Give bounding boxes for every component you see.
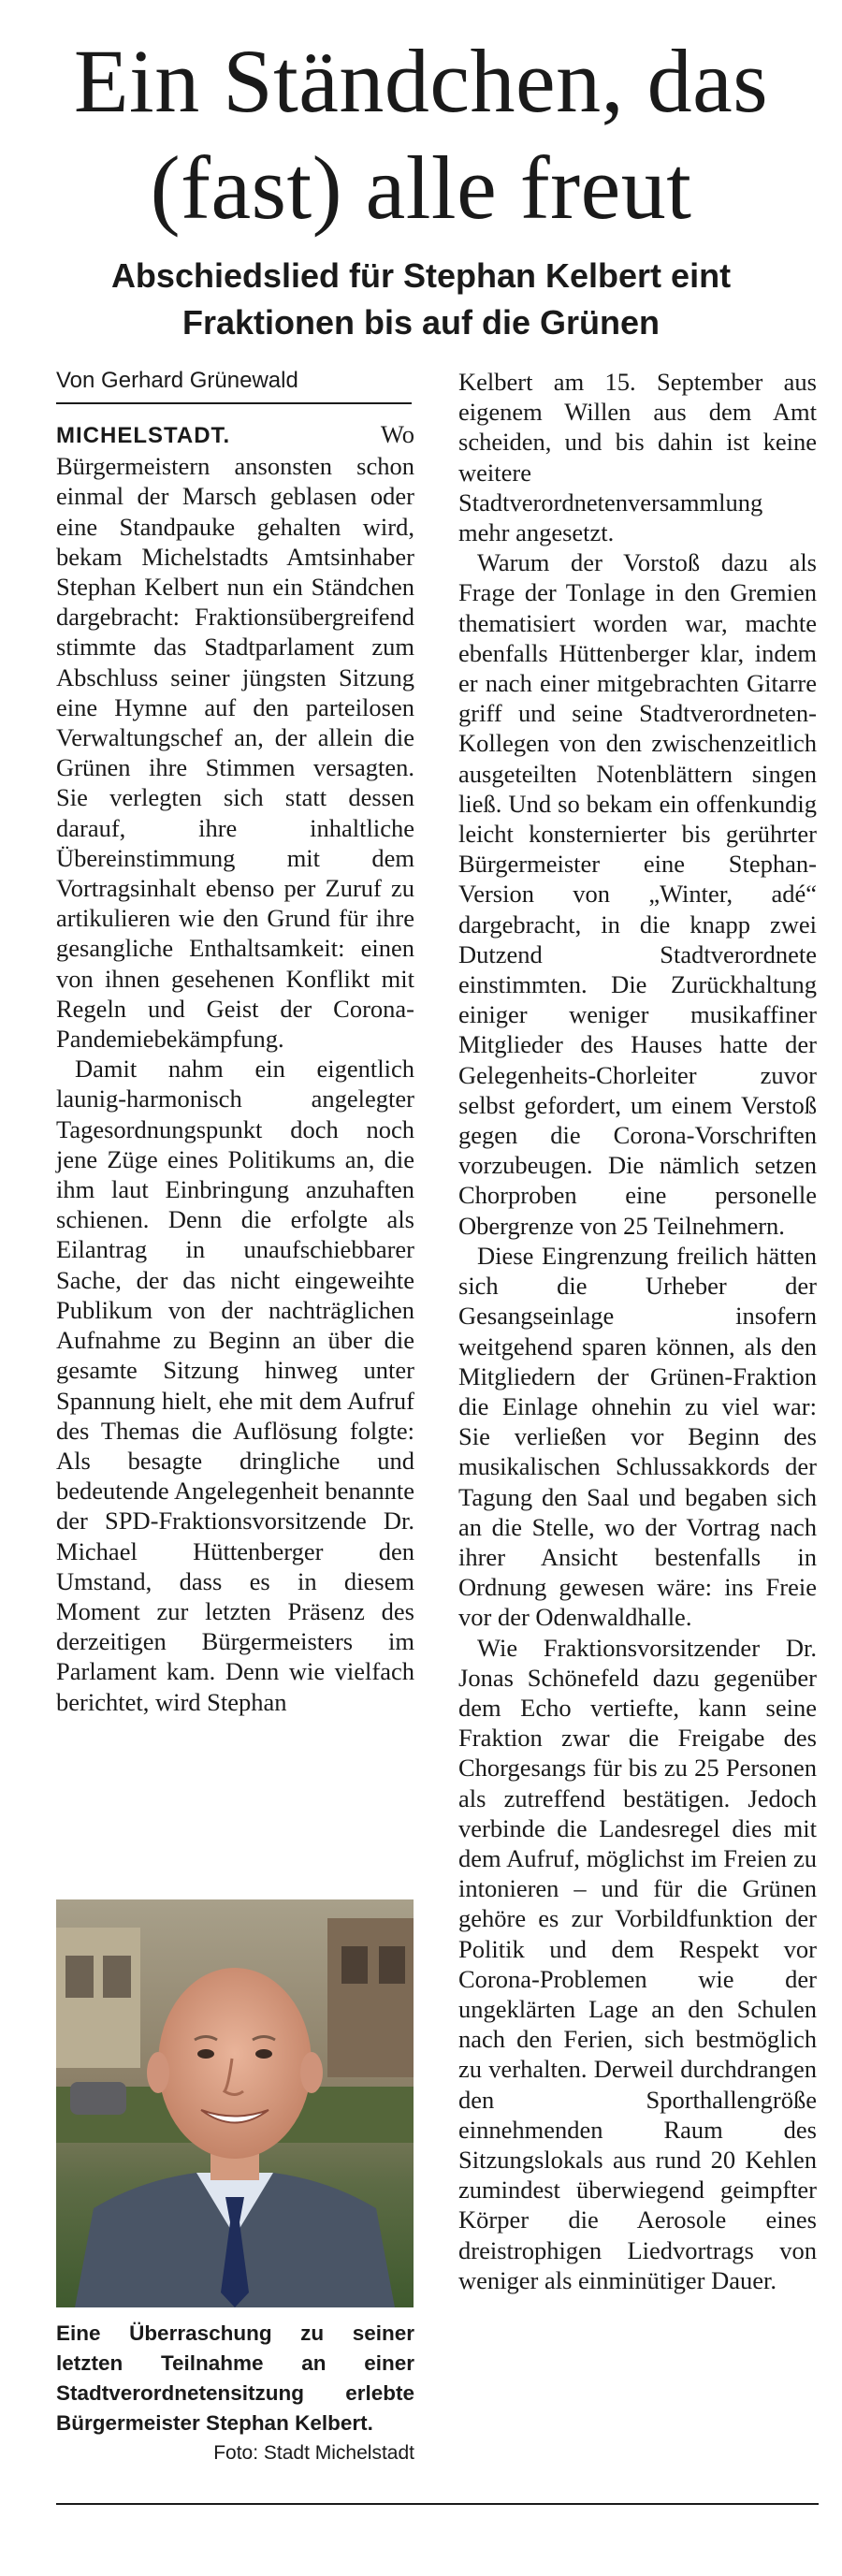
headline	[19, 28, 823, 241]
article-paragraph: Kelbert am 15. September aus eigenem Willen aus dem Amt scheiden, und bis dahin ist keine weitere Stadtverordnetenversammlung mehr angesetzt.	[458, 368, 817, 547]
article-column-2	[458, 367, 817, 2295]
portrait-image	[56, 1899, 414, 2307]
photo-caption	[56, 2319, 414, 2468]
article-column-1	[56, 419, 414, 1717]
article-paragraph: Diese Eingrenzung freilich hätten sich die Urheber der Gesangseinlage insofern weitgehend sparen können, als den Mitgliedern der Grünen-Fraktion die Einlage ohnehin zu viel war: Sie verließen vor Beginn des musikalischen Schlussakkords der Tagung den Saal und begaben sich an die Stelle, wo der Vortrag nach ihrer Ansicht bestenfalls in Ordnung gewesen wäre: ins Freie vor der Odenwaldhalle.	[458, 1241, 817, 1632]
headline-line-1: Ein Ständchen, das	[73, 31, 769, 131]
article-paragraph: Wie Fraktionsvorsitzender Dr. Jonas Schönefeld dazu gegenüber dem Echo vertiefte, kann seine Fraktion zwar die Freigabe des Chorgesangs für bis zu 25 Personen als zutreffend bestätigen. Jedoch verbinde die Landesregel dies mit dem Aufruf, möglichst im Freien zu intonieren – und für die Grünen gehöre es zur Vorbildfunktion der Politik und dem Respekt vor Corona-Problemen wie der ungeklärten Lage an den Schulen nach den Ferien, sich bestmöglich zu verhalten. Derweil durchdrangen den Sporthallengröße einnehmenden Raum des Sitzungslokals aus rund 20 Kehlen zumindest überwiegend geimpfter Körper die Aerosole eines dreistrophigen Liedvortrags von weniger als einminütiger Dauer.	[458, 1633, 817, 2294]
caption-text: Eine Überraschung zu seiner letzten Teilnahme an einer Stadtverordnetensitzung erlebte Bürgermeister Stephan Kelbert.	[56, 2321, 414, 2435]
bottom-rule	[56, 2503, 819, 2505]
portrait-photo	[56, 1899, 414, 2307]
byline: Von Gerhard Grünewald	[56, 367, 412, 404]
subheadline-line-2: Fraktionen bis auf die Grünen	[181, 303, 661, 342]
article-paragraph: Damit nahm ein eigentlich launig-harmonisch angelegter Tagesordnungspunkt doch noch jene Züge eines Politikums an, die ihm laut Einbringung anzuhaften schienen. Denn die erfolgte als Eilantrag in unaufschiebbarer Sache, der das nicht eingeweihte Publikum von der nachträglichen Aufnahme zu Beginn an über die gesamte Sitzung hinweg unter Spannung hielt, ehe mit dem Aufruf des Themas die Auflösung folgte: Als besagte dringliche und bedeutende Angelegenheit benannte der SPD-Fraktionsvorsitzende Dr. Michael Hüttenberger den Umstand, dass es in diesem Moment zur letzten Präsenz des derzeitigen Bürgermeisters im Parlament kam. Denn wie vielfach berichtet, wird Stephan	[56, 1055, 414, 1716]
article-paragraph: Warum der Vorstoß dazu als Frage der Tonlage in den Gremien thematisiert worden war, machte ebenfalls Hüttenberger klar, indem er nach einer mitgebrachten Gitarre griff und seine Stadtverordneten-Kollegen von den zwischenzeitlich ausgeteilten Notenblättern singen ließ. Und so bekam ein offenkundig leicht konsternierter bis gerührter Bürgermeister eine Stephan-Version von „Winter, adé“ dargebracht, in die knapp zwei Dutzend Stadtverordnete einstimmten. Die Zurückhaltung einiger weniger musikaffiner Mitglieder des Hauses hatte der Gelegenheits-Chorleiter zuvor selbst gefordert, um einem Verstoß gegen die Corona-Vorschriften vorzubeugen. Die nämlich setzen Chorproben eine personelle Obergrenze von 25 Teilnehmern.	[458, 548, 817, 1240]
photo-credit: Foto: Stadt Michelstadt	[213, 2442, 414, 2464]
paragraph-text: Wo Bürgermeistern ansonsten schon einmal der Marsch geblasen oder eine Standpauke gehalten wird, bekam Michelstadts Amtsinhaber Stephan Kelbert nun ein Ständchen dargebracht: Fraktionsübergreifend stimmte das Stadtparlament zum Abschluss seiner jüngsten Sitzung eine Hymne auf den parteilosen Verwaltungschef an, der allein die Grünen ihre Stimmen versagten. Sie verlegten sich statt dessen darauf, ihre inhaltliche Übereinstimmung mit dem Vortragsinhalt ebenso per Zuruf zu artikulieren wie den Grund für ihre gesangliche Enthaltsamkeit: einen von ihnen gesehenen Konflikt mit Regeln und Geist der Corona-Pandemiebekämpfung.	[56, 420, 414, 1054]
headline-line-2: (fast) alle freut	[150, 138, 692, 238]
article-paragraph	[56, 419, 414, 1054]
dateline: MICHELSTADT.	[56, 423, 231, 448]
subheadline	[56, 253, 786, 346]
subheadline-line-1: Abschiedslied für Stephan Kelbert eint	[110, 256, 732, 295]
